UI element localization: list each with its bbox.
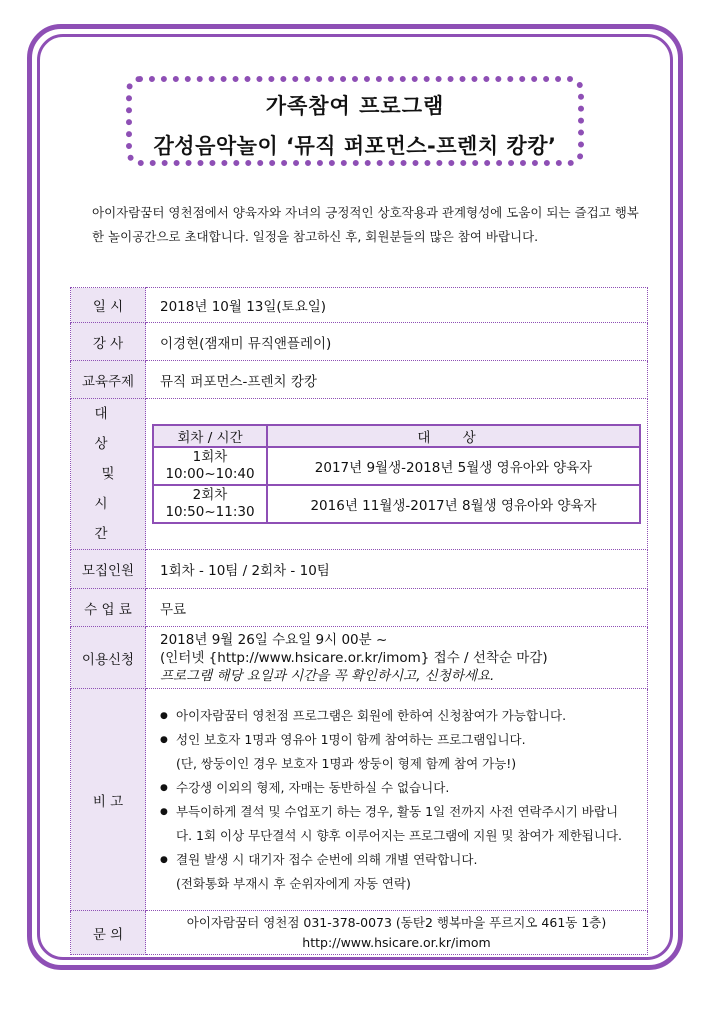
session-target: 2017년 9월생-2018년 5월생 영유아와 양육자	[267, 447, 640, 485]
schedule-row	[153, 485, 640, 523]
title-line-1: 가족참여 프로그램	[265, 94, 445, 118]
intro-paragraph: 아이자람꿈터 영천점에서 양육자와 자녀의 긍정적인 상호작용과 관계형성에 도움이 되는 즐겁고 행복한 놀이공간으로 초대합니다. 일정을 참고하신 후, 회원분들의 많은 참여 바랍니다.	[92, 205, 639, 244]
row-notes	[71, 689, 648, 911]
note-item: ● 아이자람꿈터 영천점 프로그램은 회원에 한하여 신청참여가 가능합니다.	[160, 704, 633, 728]
session-number: 2회차	[192, 487, 228, 503]
note-text: 결원 발생 시 대기자 접수 순번에 의해 개별 연락합니다.	[176, 851, 478, 867]
session-cell	[153, 485, 267, 523]
schedule-table	[152, 424, 641, 524]
header-session: 회차 / 시간	[153, 425, 267, 447]
row-schedule	[71, 399, 648, 550]
apply-cell	[146, 627, 648, 689]
note-item: ● 부득이하게 결석 및 수업포기 하는 경우, 활동 1일 전까지 사전 연락주시기 바랍니다. 1회 이상 무단결석 시 향후 이루어지는 프로그램에 지원 및 참여가 제한됩니다.	[160, 800, 633, 848]
apply-method: (인터넷 {http://www.hsicare.or.kr/imom} 접수 / 선착순 마감)	[160, 649, 548, 666]
apply-date: 2018년 9월 26일 수요일 9시 00분 ~	[160, 631, 388, 648]
contact-phone: 아이자람꿈터 영천점 031-378-0073 (동탄2 행복마을 푸르지오 461동 1층)	[186, 914, 607, 930]
note-text: 성인 보호자 1명과 영유아 1명이 함께 참여하는 프로그램입니다.	[176, 731, 526, 747]
label-apply: 이용신청	[71, 627, 146, 689]
schedule-row	[153, 447, 640, 485]
row-date	[71, 288, 648, 323]
label-notes: 비 고	[71, 689, 146, 911]
label-schedule-bot: 시 간	[94, 496, 122, 542]
label-topic: 교육주제	[71, 361, 146, 399]
contact-url[interactable]: http://www.hsicare.or.kr/imom	[302, 934, 491, 950]
session-cell	[153, 447, 267, 485]
label-capacity: 모집인원	[71, 550, 146, 589]
row-fee	[71, 589, 648, 627]
label-instructor: 강 사	[71, 323, 146, 361]
row-topic	[71, 361, 648, 399]
header-target: 대 상	[267, 425, 640, 447]
note-item	[160, 728, 633, 776]
label-schedule	[71, 399, 146, 550]
row-capacity	[71, 550, 648, 589]
row-apply	[71, 627, 648, 689]
value-instructor: 이경현(잼재미 뮤직앤플레이)	[146, 323, 648, 361]
row-contact	[71, 911, 648, 955]
note-sub: (단, 쌍둥이인 경우 보호자 1명과 쌍둥이 형제 함께 참여 가능!)	[176, 755, 517, 771]
session-time: 10:50~11:30	[165, 504, 255, 520]
apply-note: 프로그램 해당 요일과 시간을 꼭 확인하시고, 신청하세요.	[160, 667, 495, 684]
value-topic: 뮤직 퍼포먼스-프렌치 캉캉	[146, 361, 648, 399]
schedule-cell	[146, 399, 648, 550]
note-item: ● 수강생 이외의 형제, 자매는 동반하실 수 없습니다.	[160, 776, 633, 800]
label-schedule-top: 대 상	[94, 406, 122, 452]
title-line-2: 감성음악놀이 ‘뮤직 퍼포먼스-프렌치 캉캉’	[153, 134, 557, 158]
label-schedule-mid: 및	[101, 466, 115, 482]
info-table	[70, 287, 648, 955]
value-capacity: 1회차 - 10팀 / 2회차 - 10팀	[146, 550, 648, 589]
value-fee: 무료	[146, 589, 648, 627]
title-box	[126, 76, 584, 166]
session-number: 1회차	[192, 449, 228, 465]
note-item	[160, 848, 633, 896]
notes-cell	[146, 689, 648, 911]
session-target: 2016년 11월생-2017년 8월생 영유아와 양육자	[267, 485, 640, 523]
label-fee: 수 업 료	[71, 589, 146, 627]
row-instructor	[71, 323, 648, 361]
note-sub: (전화통화 부재시 후 순위자에게 자동 연락)	[176, 875, 411, 891]
session-time: 10:00~10:40	[165, 466, 255, 482]
value-date: 2018년 10월 13일(토요일)	[146, 288, 648, 323]
notes-list	[160, 704, 633, 896]
contact-cell	[146, 911, 648, 955]
label-date: 일 시	[71, 288, 146, 323]
label-contact: 문 의	[71, 911, 146, 955]
